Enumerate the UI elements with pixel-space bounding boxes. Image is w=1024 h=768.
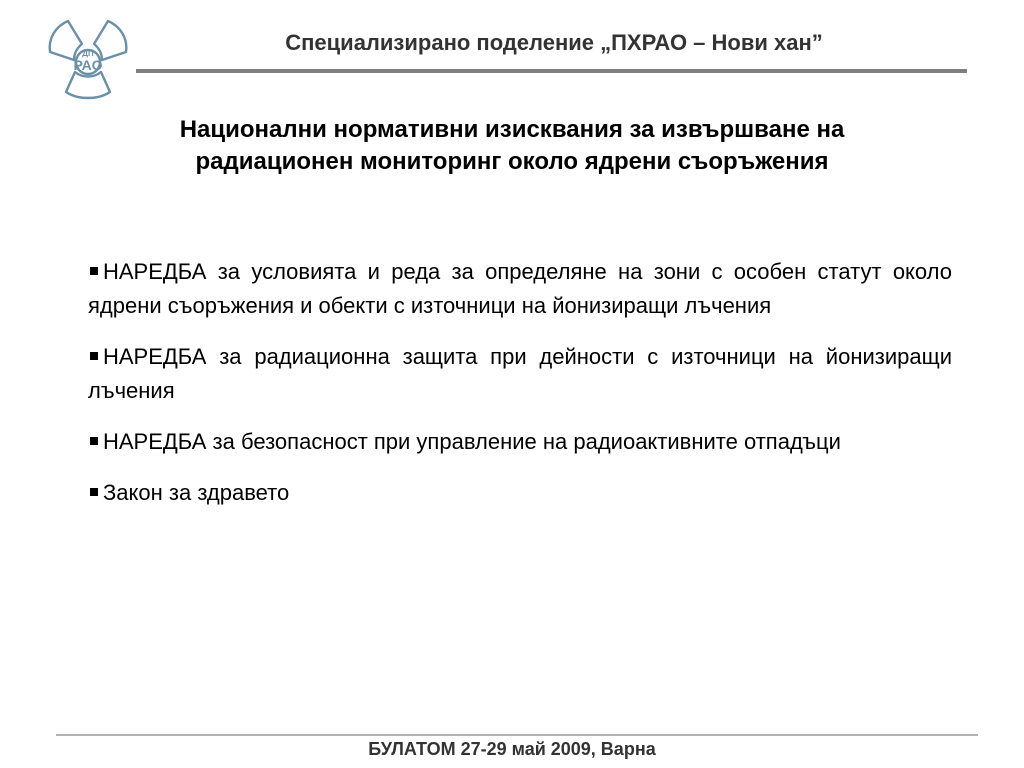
- bullet-text: Закон за здравето: [103, 480, 290, 505]
- header-title: Специализирано поделение „ПХРАО – Нови хан”: [285, 30, 823, 55]
- bullet-item: [88, 476, 952, 510]
- bullet-item: [88, 255, 952, 323]
- bullet-item: [88, 425, 952, 459]
- square-bullet-icon: [90, 488, 98, 496]
- square-bullet-icon: [90, 267, 98, 275]
- header-divider: [136, 69, 967, 73]
- square-bullet-icon: [90, 352, 98, 360]
- bullet-text: НАРЕДБА за безопасност при управление на радиоактивните отпадъци: [103, 429, 841, 454]
- svg-text:ДП: ДП: [82, 49, 94, 58]
- slide-title-line-2: радиационен мониторинг около ядрени съоръжения: [195, 148, 829, 175]
- dp-rao-logo: [44, 16, 132, 100]
- bullet-item: [88, 340, 952, 408]
- square-bullet-icon: [90, 437, 98, 445]
- footer-divider: [56, 734, 978, 736]
- bullet-list: [88, 255, 952, 527]
- slide-title-line-1: Национални нормативни изисквания за извършване на: [179, 116, 845, 143]
- bullet-text: НАРЕДБА за радиационна защита при дейности с източници на йонизиращи лъчения: [88, 344, 952, 403]
- svg-text:РАО: РАО: [73, 57, 103, 73]
- bullet-text: НАРЕДБА за условията и реда за определяне на зони с особен статут около ядрени съоръжения и обекти с източници на йонизиращи лъчения: [88, 259, 952, 318]
- slide-title: [40, 114, 984, 178]
- footer-text: БУЛАТОМ 27-29 май 2009, Варна: [368, 739, 656, 759]
